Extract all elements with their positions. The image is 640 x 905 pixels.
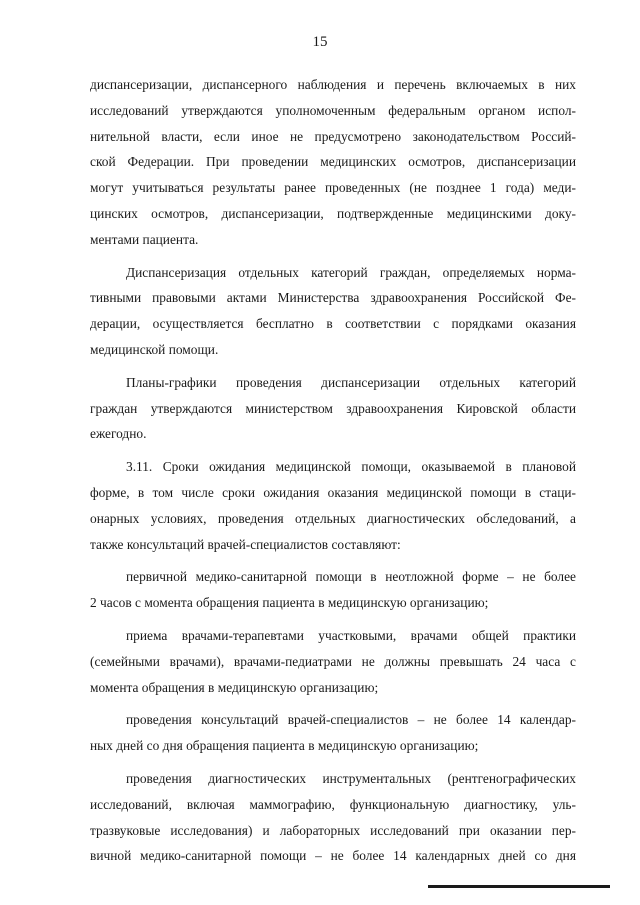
document-body — [90, 72, 576, 869]
text-line: дерации, осуществляется бесплатно в соответствии с порядками оказания — [90, 316, 576, 332]
text-line: онарных условиях, проведения отдельных диагностических обследований, а — [90, 510, 576, 526]
text-line: Диспансеризация отдельных категорий граждан, определяемых норма- — [126, 264, 576, 280]
text-line: приема врачами-терапевтами участковыми, врачами общей практики — [126, 627, 576, 643]
text-line: вичной медико-санитарной помощи – не более 14 календарных дней со дня — [90, 848, 576, 864]
text-line: могут учитываться результаты ранее проведенных (не позднее 1 года) меди- — [90, 180, 576, 196]
text-line: первичной медико-санитарной помощи в неотложной форме – не более — [126, 569, 576, 585]
paragraph — [90, 707, 576, 759]
footer-rule — [428, 885, 610, 888]
text-line: также консультаций врачей-специалистов составляют: — [90, 536, 401, 552]
paragraph — [90, 766, 576, 869]
text-line: исследований, включая маммографию, функциональную диагностику, уль- — [90, 796, 576, 812]
text-line: проведения консультаций врачей-специалистов – не более 14 календар- — [126, 712, 576, 728]
paragraph — [90, 454, 576, 557]
text-line: ных дней со дня обращения пациента в медицинскую организацию; — [90, 738, 479, 754]
text-line: нительной власти, если иное не предусмотрено законодательством Россий- — [90, 128, 576, 144]
paragraph — [90, 260, 576, 363]
page-number: 15 — [312, 34, 328, 50]
text-line: диспансеризации, диспансерного наблюдения и перечень включаемых в них — [90, 77, 576, 92]
text-line: медицинской помощи. — [90, 341, 219, 357]
text-line: 3.11. Сроки ожидания медицинской помощи, оказываемой в плановой — [126, 459, 576, 475]
paragraph — [90, 72, 576, 253]
text-line: тивными правовыми актами Министерства здравоохранения Российской Фе- — [90, 290, 576, 306]
text-line: ской Федерации. При проведении медицинских осмотров, диспансеризации — [90, 154, 576, 170]
text-line: ментами пациента. — [90, 231, 199, 247]
text-line: исследований утверждаются уполномоченным федеральным органом испол- — [90, 102, 576, 118]
text-line: момента обращения в медицинскую организацию; — [90, 679, 379, 695]
paragraph — [90, 370, 576, 447]
text-line: граждан утверждаются министерством здравоохранения Кировской области — [90, 400, 576, 416]
text-line: ежегодно. — [90, 426, 147, 442]
paragraph — [90, 623, 576, 700]
paragraph — [90, 564, 576, 616]
text-line: проведения диагностических инструментальных (рентгенографических — [126, 770, 576, 786]
text-line: (семейными врачами), врачами-педиатрами не должны превышать 24 часа с — [90, 653, 576, 669]
text-line: цинских осмотров, диспансеризации, подтвержденные медицинскими доку- — [90, 205, 576, 221]
text-line: 2 часов с момента обращения пациента в медицинскую организацию; — [90, 595, 489, 611]
text-line: Планы-графики проведения диспансеризации отдельных категорий — [126, 374, 576, 390]
text-line: тразвуковые исследования) и лабораторных исследований при оказании пер- — [90, 822, 576, 838]
text-line: форме, в том числе сроки ожидания оказания медицинской помощи в стаци- — [90, 484, 576, 500]
